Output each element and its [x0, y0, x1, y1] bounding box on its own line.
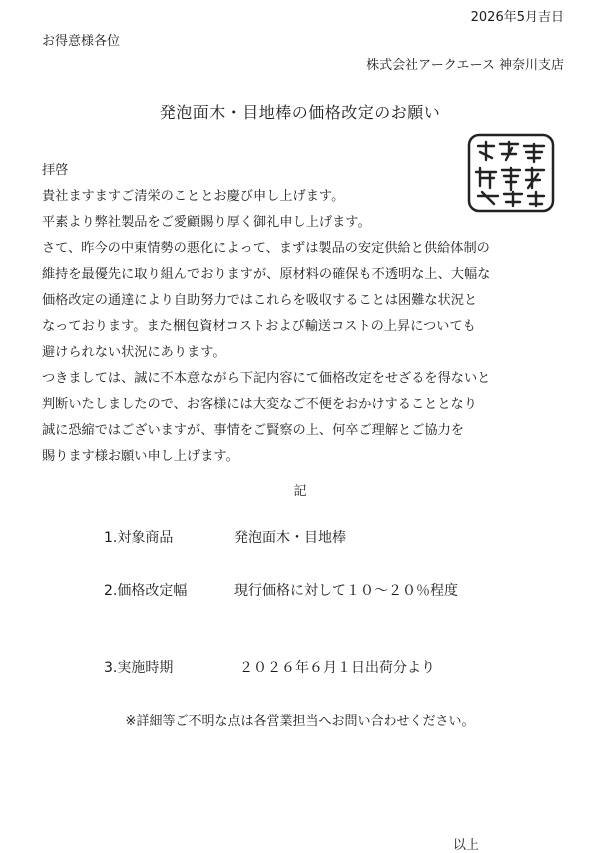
item-target-product — [104, 527, 346, 547]
document-date: 2026年5月吉日 — [470, 10, 564, 25]
document-title: 発泡面木・目地棒の価格改定のお願い — [159, 103, 441, 122]
body-line: なっております。また梱包資材コストおよび輸送コストの上昇についても — [42, 319, 476, 334]
item-value: 発泡面木・目地棒 — [234, 530, 346, 546]
body-line: 平素より弊社製品をご愛顧賜り厚く御礼申し上げます。 — [42, 215, 371, 230]
item-effective-date — [104, 657, 435, 677]
item-value: ２０２６年６月１日出荷分より — [239, 660, 435, 676]
body-line: 誠に恐縮ではございますが、事情をご賢察の上、何卒ご理解とご協力を — [42, 423, 464, 438]
body-line: 価格改定の通達により自助努力ではこれらを吸収することは困難な状況と — [42, 293, 478, 308]
ki-heading: 記 — [293, 484, 307, 499]
item-label: 1.対象商品 — [104, 530, 174, 546]
greeting-line: 拝啓 — [42, 163, 69, 178]
item-label: 3.実施時期 — [104, 660, 174, 676]
body-line: つきましては、誠に不本意ながら下記内容にて価格改定をせざるを得ないと — [42, 371, 491, 386]
recipient: お得意様各位 — [42, 34, 121, 49]
body-line: 避けられない状況にあります。 — [42, 345, 226, 360]
item-price-range — [104, 580, 458, 600]
body-line: 貴社ますますご清栄のこととお慶び申し上げます。 — [42, 189, 345, 204]
body-line: 判断いたしましたので、お客様には大変なご不便をおかけすることとなり — [42, 397, 477, 412]
item-label: 2.価格改定幅 — [104, 583, 188, 599]
closing-ijo: 以上 — [453, 838, 480, 853]
sender-company: 株式会社アークエース 神奈川支店 — [366, 58, 564, 73]
body-line: 賜ります様お願い申し上げます。 — [42, 449, 239, 464]
letter-body — [42, 158, 562, 470]
item-value: 現行価格に対して１０～２０％程度 — [234, 583, 458, 599]
body-line: 維持を最優先に取り組んでおりますが、原材料の確保も不透明な上、大幅な — [42, 267, 491, 282]
body-line: さて、昨今の中東情勢の悪化によって、まずは製品の安定供給と供給体制の — [42, 241, 490, 256]
inquiry-note: ※詳細等ご不明な点は各営業担当へお問い合わせください。 — [125, 714, 475, 729]
